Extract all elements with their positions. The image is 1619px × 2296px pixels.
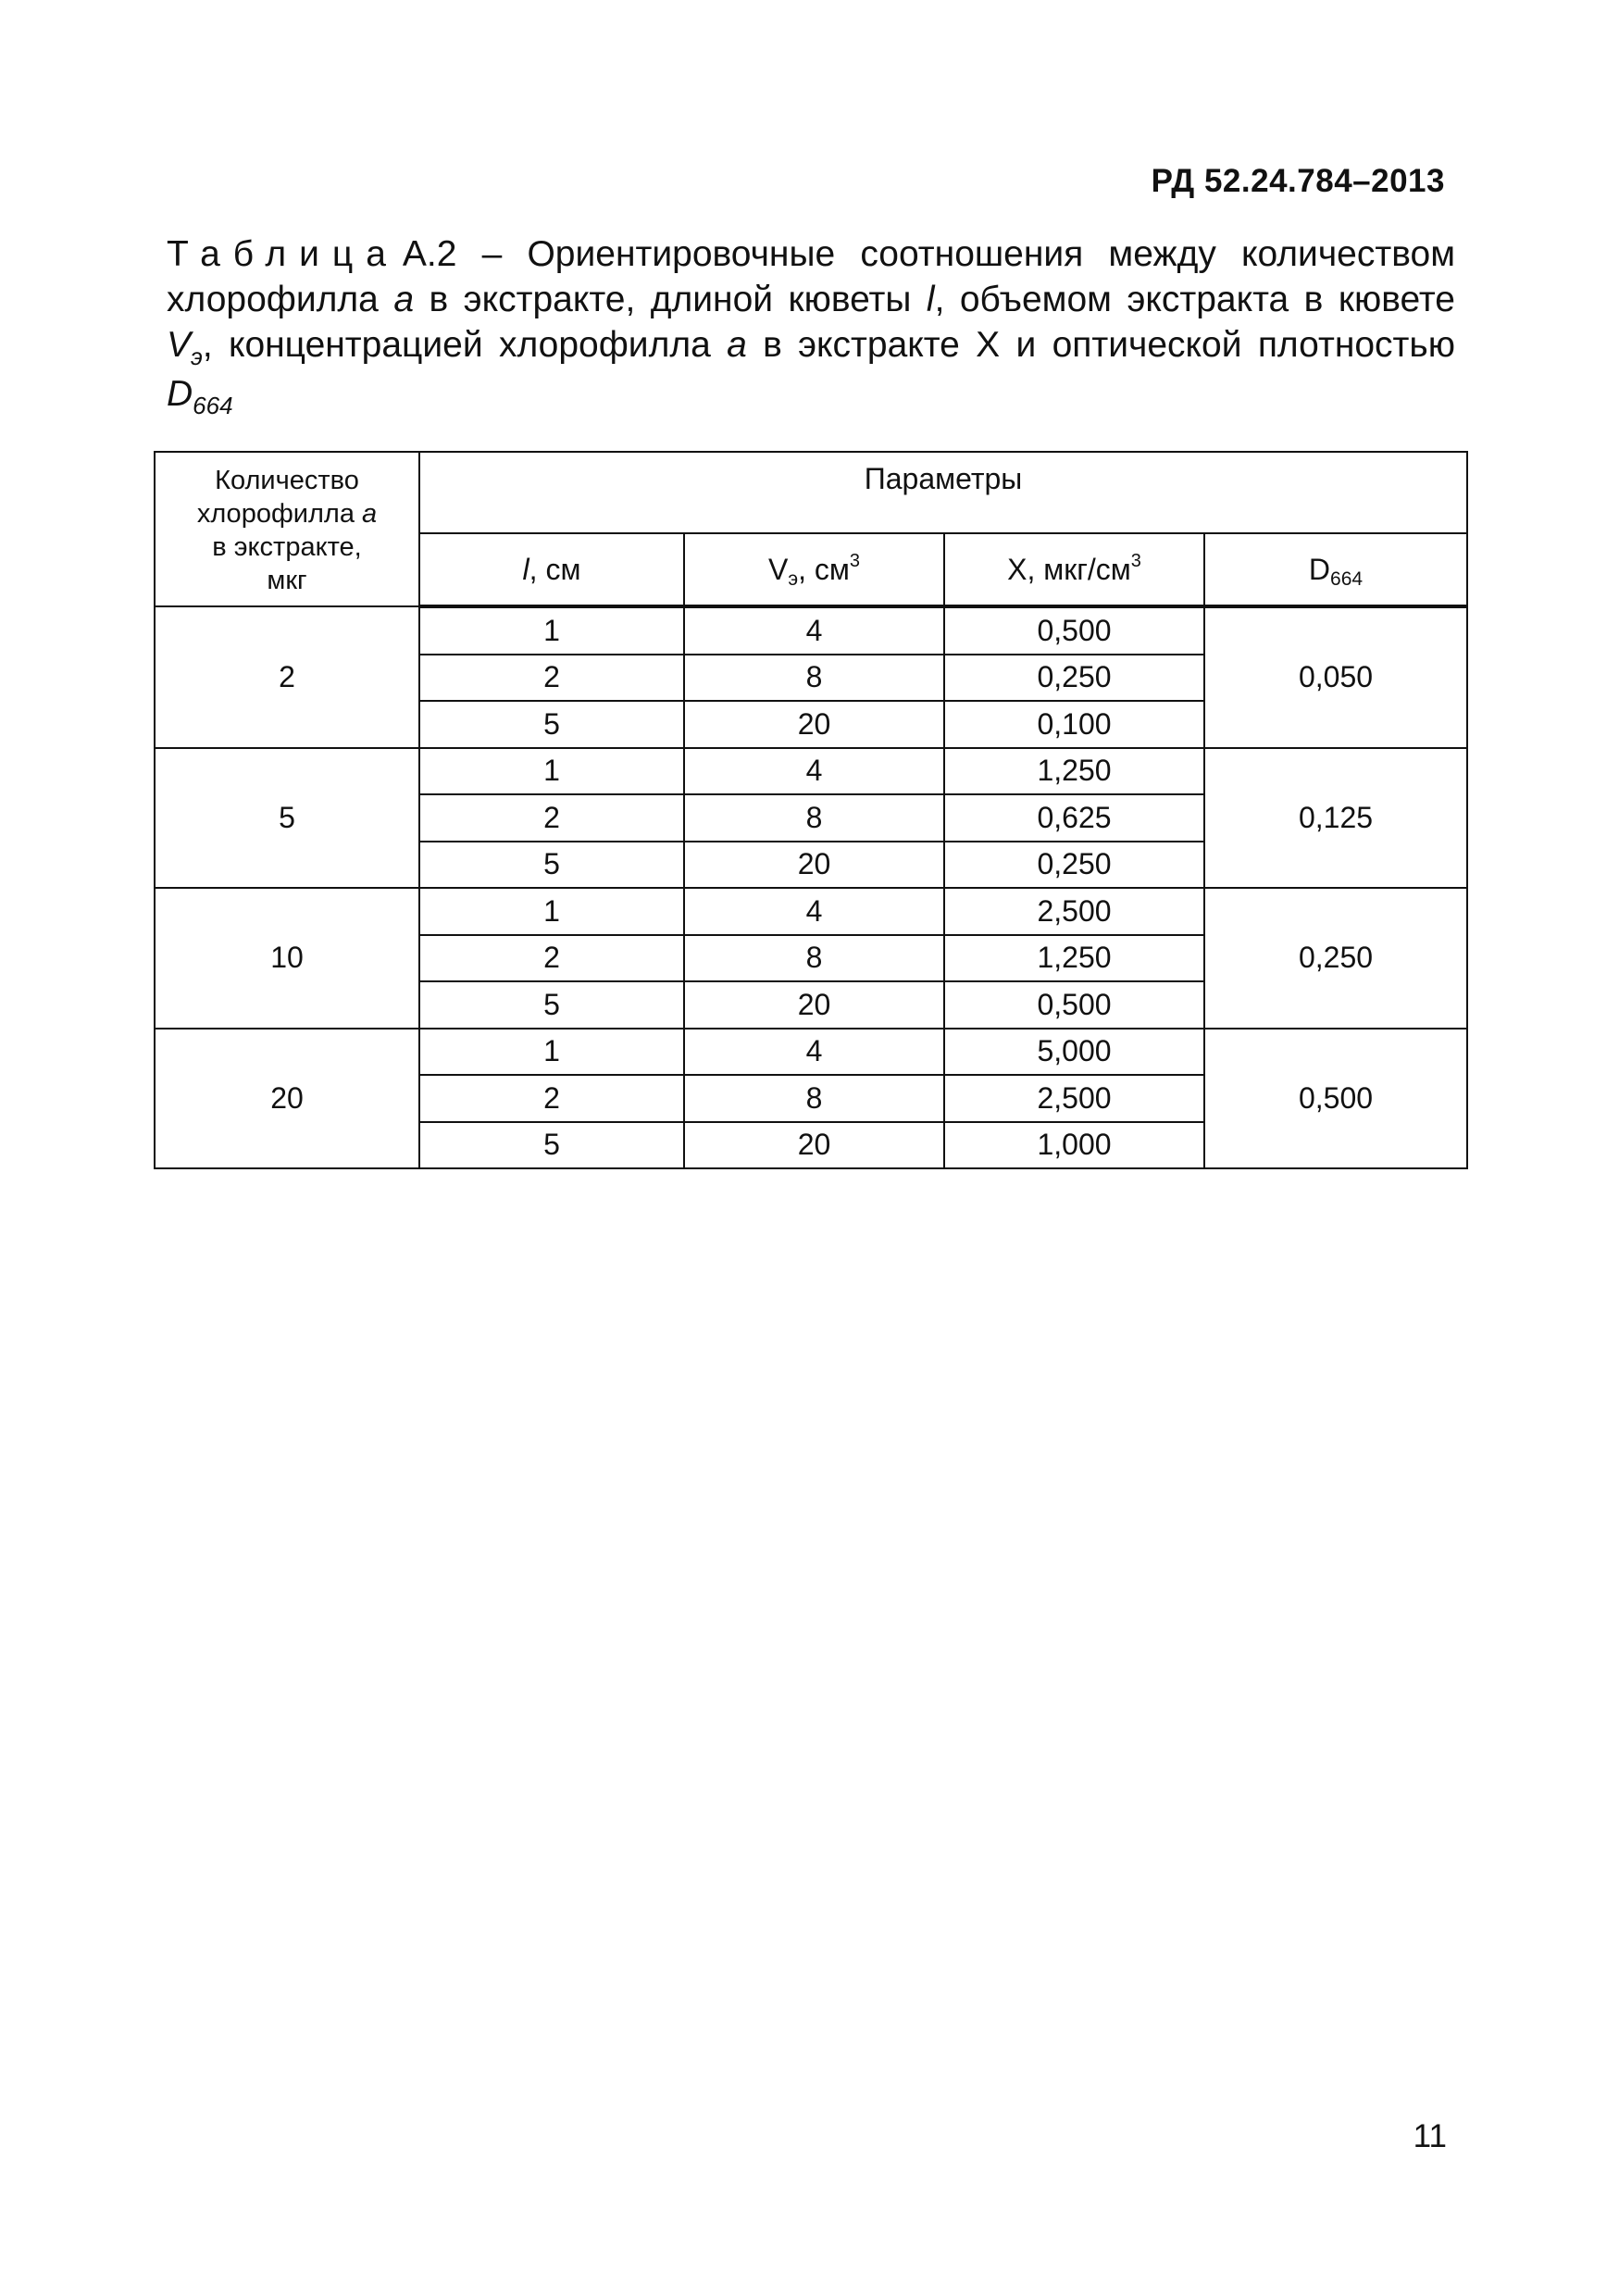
cell-length: 5 (419, 701, 684, 748)
caption-symbol: а (727, 325, 747, 365)
cell-volume: 20 (684, 842, 944, 889)
caption-symbol: V (167, 325, 192, 365)
cell-concentration: 0,500 (944, 981, 1204, 1029)
table-row (155, 1029, 1467, 1076)
cell-volume: 4 (684, 606, 944, 655)
cell-volume: 8 (684, 655, 944, 702)
caption-subscript: 664 (193, 392, 233, 419)
cell-concentration: 1,000 (944, 1122, 1204, 1169)
column-header-amount (155, 452, 419, 606)
cell-amount: 5 (155, 748, 419, 889)
cell-length: 5 (419, 1122, 684, 1169)
column-header-volume (684, 533, 944, 606)
caption-text: в экстракте Х и оптической плотностью (746, 325, 1455, 365)
cell-volume: 20 (684, 1122, 944, 1169)
cell-concentration: 0,500 (944, 606, 1204, 655)
column-header-length (419, 533, 684, 606)
header-superscript: 3 (849, 550, 860, 571)
cell-volume: 20 (684, 701, 944, 748)
cell-concentration: 0,625 (944, 794, 1204, 842)
cell-optical-density: 0,250 (1204, 888, 1467, 1029)
cell-concentration: 0,100 (944, 701, 1204, 748)
cell-length: 2 (419, 794, 684, 842)
caption-symbol: l (926, 280, 935, 319)
cell-length: 2 (419, 655, 684, 702)
cell-length: 2 (419, 1075, 684, 1122)
chlorophyll-ratio-table (154, 451, 1468, 1169)
caption-label: Таблица (167, 234, 399, 274)
cell-volume: 4 (684, 888, 944, 935)
cell-concentration: 1,250 (944, 748, 1204, 795)
header-symbol: D (1308, 552, 1331, 586)
cell-length: 5 (419, 981, 684, 1029)
header-symbol: а (362, 498, 378, 529)
cell-amount: 10 (155, 888, 419, 1029)
cell-volume: 8 (684, 1075, 944, 1122)
cell-volume: 8 (684, 794, 944, 842)
header-unit: , см (529, 552, 581, 586)
header-subscript: 664 (1330, 568, 1364, 590)
cell-concentration: 0,250 (944, 842, 1204, 889)
cell-length: 1 (419, 748, 684, 795)
document-code: РД 52.24.784–2013 (1151, 163, 1445, 199)
cell-concentration: 2,500 (944, 1075, 1204, 1122)
header-superscript: 3 (1130, 550, 1141, 571)
header-symbol: V (768, 552, 789, 586)
caption-symbol: D (167, 374, 193, 414)
header-text: хлорофилла (196, 498, 363, 529)
caption-number: А.2 (402, 234, 457, 274)
header-symbol: l (522, 552, 529, 586)
column-group-header-parameters: Параметры (419, 452, 1467, 533)
cell-volume: 4 (684, 1029, 944, 1076)
header-text: Х, мкг/см (1007, 552, 1131, 586)
cell-amount: 2 (155, 606, 419, 748)
caption-dash: – (456, 234, 528, 274)
cell-volume: 20 (684, 981, 944, 1029)
cell-volume: 8 (684, 935, 944, 982)
cell-optical-density: 0,050 (1204, 606, 1467, 748)
caption-text: Ориентировочные соотношения между количеством хлорофилла (167, 234, 1455, 319)
cell-concentration: 5,000 (944, 1029, 1204, 1076)
column-header-concentration (944, 533, 1204, 606)
table-row (155, 748, 1467, 795)
page-number: 11 (1413, 2118, 1447, 2154)
cell-optical-density: 0,500 (1204, 1029, 1467, 1169)
cell-length: 1 (419, 1029, 684, 1076)
table-row (155, 606, 1467, 655)
column-header-optical-density (1204, 533, 1467, 606)
header-text: Количество (215, 465, 359, 495)
cell-concentration: 1,250 (944, 935, 1204, 982)
cell-optical-density: 0,125 (1204, 748, 1467, 889)
table-row (155, 888, 1467, 935)
caption-subscript: э (191, 343, 203, 370)
cell-length: 1 (419, 888, 684, 935)
table-caption (167, 231, 1455, 420)
header-text: в экстракте, (212, 531, 362, 562)
cell-length: 2 (419, 935, 684, 982)
cell-amount: 20 (155, 1029, 419, 1169)
caption-text: , объемом экстракта в кювете (934, 280, 1455, 319)
header-subscript: э (788, 568, 799, 590)
caption-symbol: а (393, 280, 415, 319)
cell-volume: 4 (684, 748, 944, 795)
cell-length: 5 (419, 842, 684, 889)
header-text: мкг (267, 565, 307, 595)
caption-text: в экстракте, длиной кюветы (414, 280, 927, 319)
cell-concentration: 2,500 (944, 888, 1204, 935)
cell-length: 1 (419, 606, 684, 655)
caption-text: , концентрацией хлорофилла (202, 325, 728, 365)
header-unit: , см (798, 552, 850, 586)
cell-concentration: 0,250 (944, 655, 1204, 702)
